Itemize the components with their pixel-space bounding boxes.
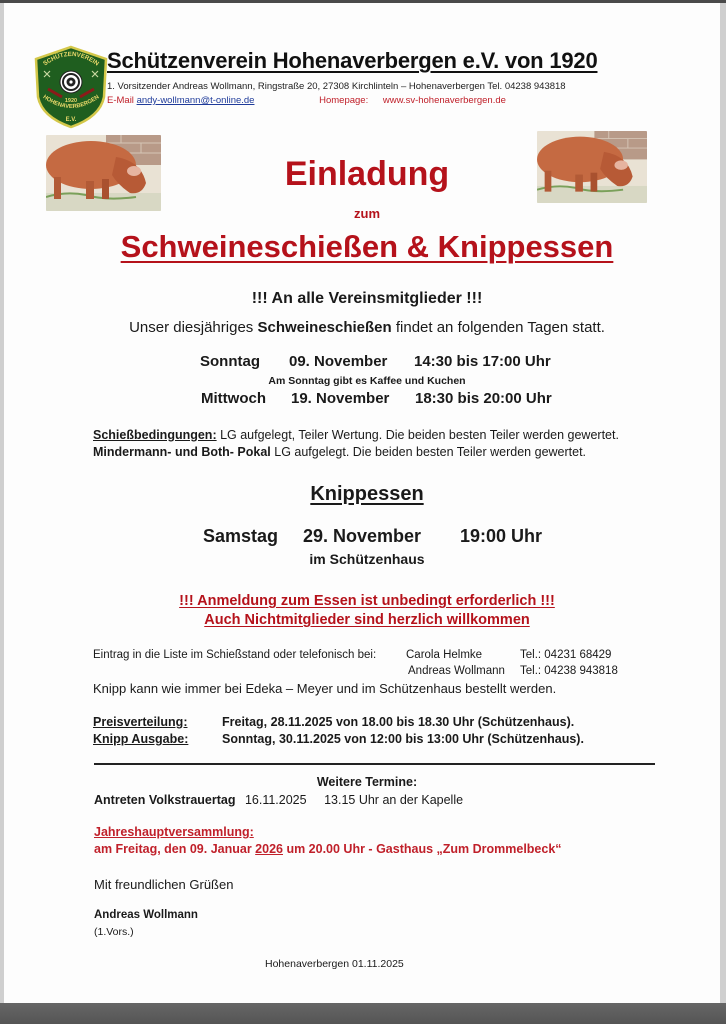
signer-role: (1.Vors.) [94, 926, 134, 938]
invitation-title: Einladung [284, 155, 450, 193]
prize-label: Preisverteilung: [93, 715, 188, 729]
further-dates-heading: Weitere Termine: [316, 775, 418, 789]
knippessen-time: 19:00 Uhr [460, 526, 543, 546]
homepage-link[interactable]: www.sv-hohenaverbergen.de [382, 95, 506, 106]
club-emblem-icon [34, 45, 108, 129]
knippessen-row [4, 526, 726, 550]
schedule-date: 09. November [289, 353, 388, 370]
pokal-label: Mindermann- und Both- Pokal [93, 445, 271, 459]
knipp-pickup-label: Knipp Ausgabe: [93, 732, 189, 746]
volkstrauertag-label: Antreten Volkstrauertag [94, 793, 236, 807]
schedule-day: Sonntag [200, 353, 260, 370]
agm-details [94, 842, 562, 856]
intro-before: Unser diesjähriges [129, 319, 258, 336]
agm-before: am Freitag, den 09. Januar [94, 842, 256, 856]
viewer-bottom-bar [0, 1003, 726, 1024]
schedule-time: 14:30 bis 17:00 Uhr [414, 353, 551, 370]
contact-phone[interactable]: Tel.: 04231 68429 [520, 649, 612, 661]
schedule-row [4, 353, 726, 373]
document-page [0, 3, 726, 1003]
knippessen-place: im Schützenhaus [309, 551, 425, 567]
contact-line [107, 95, 506, 106]
logo-bottom-text: HOHENAVERBERGEN [41, 94, 101, 111]
contact-phone[interactable]: Tel.: 04238 943818 [520, 665, 618, 677]
conditions-text: LG aufgelegt, Teiler Wertung. Die beiden besten Teiler werden gewertet. [216, 428, 619, 442]
contacts-intro: Eintrag in die Liste im Schießstand oder telefonisch bei: [93, 649, 377, 661]
address-line: 1. Vorsitzender Andreas Wollmann, Ringstraße 20, 27308 Kirchlinteln – Hohenaverbergen Tel. 04238 943818 [107, 81, 566, 92]
horizontal-divider [94, 763, 655, 765]
knipp-order-info: Knipp kann wie immer bei Edeka – Meyer und im Schützenhaus bestellt werden. [93, 681, 557, 696]
agm-label: Jahreshauptversammlung: [94, 825, 254, 839]
event-title: Schweineschießen & Knippessen [120, 229, 614, 264]
knippessen-date: 29. November [303, 526, 422, 546]
schedule-date: 19. November [291, 390, 390, 407]
logo-top-text: SCHÜTZENVEREIN [41, 50, 101, 68]
knippessen-day: Samstag [203, 526, 279, 546]
invitation-connector: zum [354, 206, 380, 221]
logo-year: 1920 [64, 98, 78, 104]
shooting-conditions [93, 428, 619, 442]
contact-name: Andreas Wollmann [408, 665, 505, 677]
schedule-day: Mittwoch [201, 390, 266, 407]
place-date: Hohenaverbergen 01.11.2025 [265, 958, 404, 970]
conditions-label: Schießbedingungen: [93, 428, 217, 442]
date-text: Freitag, 28.11.2025 von 18.00 bis 18.30 Uhr (Schützenhaus). [222, 715, 575, 729]
club-title: Schützenverein Hohenaverbergen e.V. von 1920 [107, 48, 598, 73]
agm-year: 2026 [255, 842, 283, 856]
volkstrauertag-date: 16.11.2025 [244, 793, 307, 807]
email-link[interactable]: andy-wollmann@t-online.de [136, 95, 255, 106]
date-label [93, 715, 187, 729]
schedule-time: 18:30 bis 20:00 Uhr [415, 390, 552, 407]
registration-required: !!! Anmeldung zum Essen ist unbedingt erforderlich !!! [179, 593, 555, 609]
date-label [93, 732, 188, 746]
volkstrauertag-row [94, 793, 463, 807]
coffee-note: Am Sonntag gibt es Kaffee und Kuchen [268, 375, 466, 387]
signer-name: Andreas Wollmann [94, 909, 198, 921]
volkstrauertag-time: 13.15 Uhr an der Kapelle [324, 793, 464, 807]
knippessen-title: Knippessen [310, 483, 424, 505]
closing-greeting: Mit freundlichen Grüßen [94, 877, 234, 892]
homepage-label: Homepage: [319, 95, 369, 106]
contact-name: Carola Helmke [406, 649, 483, 661]
non-members-welcome: Auch Nichtmitglieder sind herzlich willkommen [204, 612, 530, 628]
members-heading: !!! An alle Vereinsmitglieder !!! [251, 290, 483, 307]
logo-suffix: E.V. [65, 117, 77, 123]
pokal-conditions [93, 445, 586, 459]
club-logo [34, 45, 108, 129]
agm-after: um 20.00 Uhr - Gasthaus „Zum Drommelbeck“ [282, 842, 562, 856]
email-label: E-Mail [107, 95, 134, 106]
intro-bold: Schweineschießen [257, 319, 392, 336]
date-text: Sonntag, 30.11.2025 von 12:00 bis 13:00 Uhr (Schützenhaus). [222, 732, 584, 746]
schedule-row [4, 390, 726, 410]
intro-text [4, 319, 726, 336]
pokal-text: LG aufgelegt. Die beiden besten Teiler werden gewertet. [270, 445, 587, 459]
intro-after: findet an folgenden Tagen statt. [391, 319, 605, 336]
